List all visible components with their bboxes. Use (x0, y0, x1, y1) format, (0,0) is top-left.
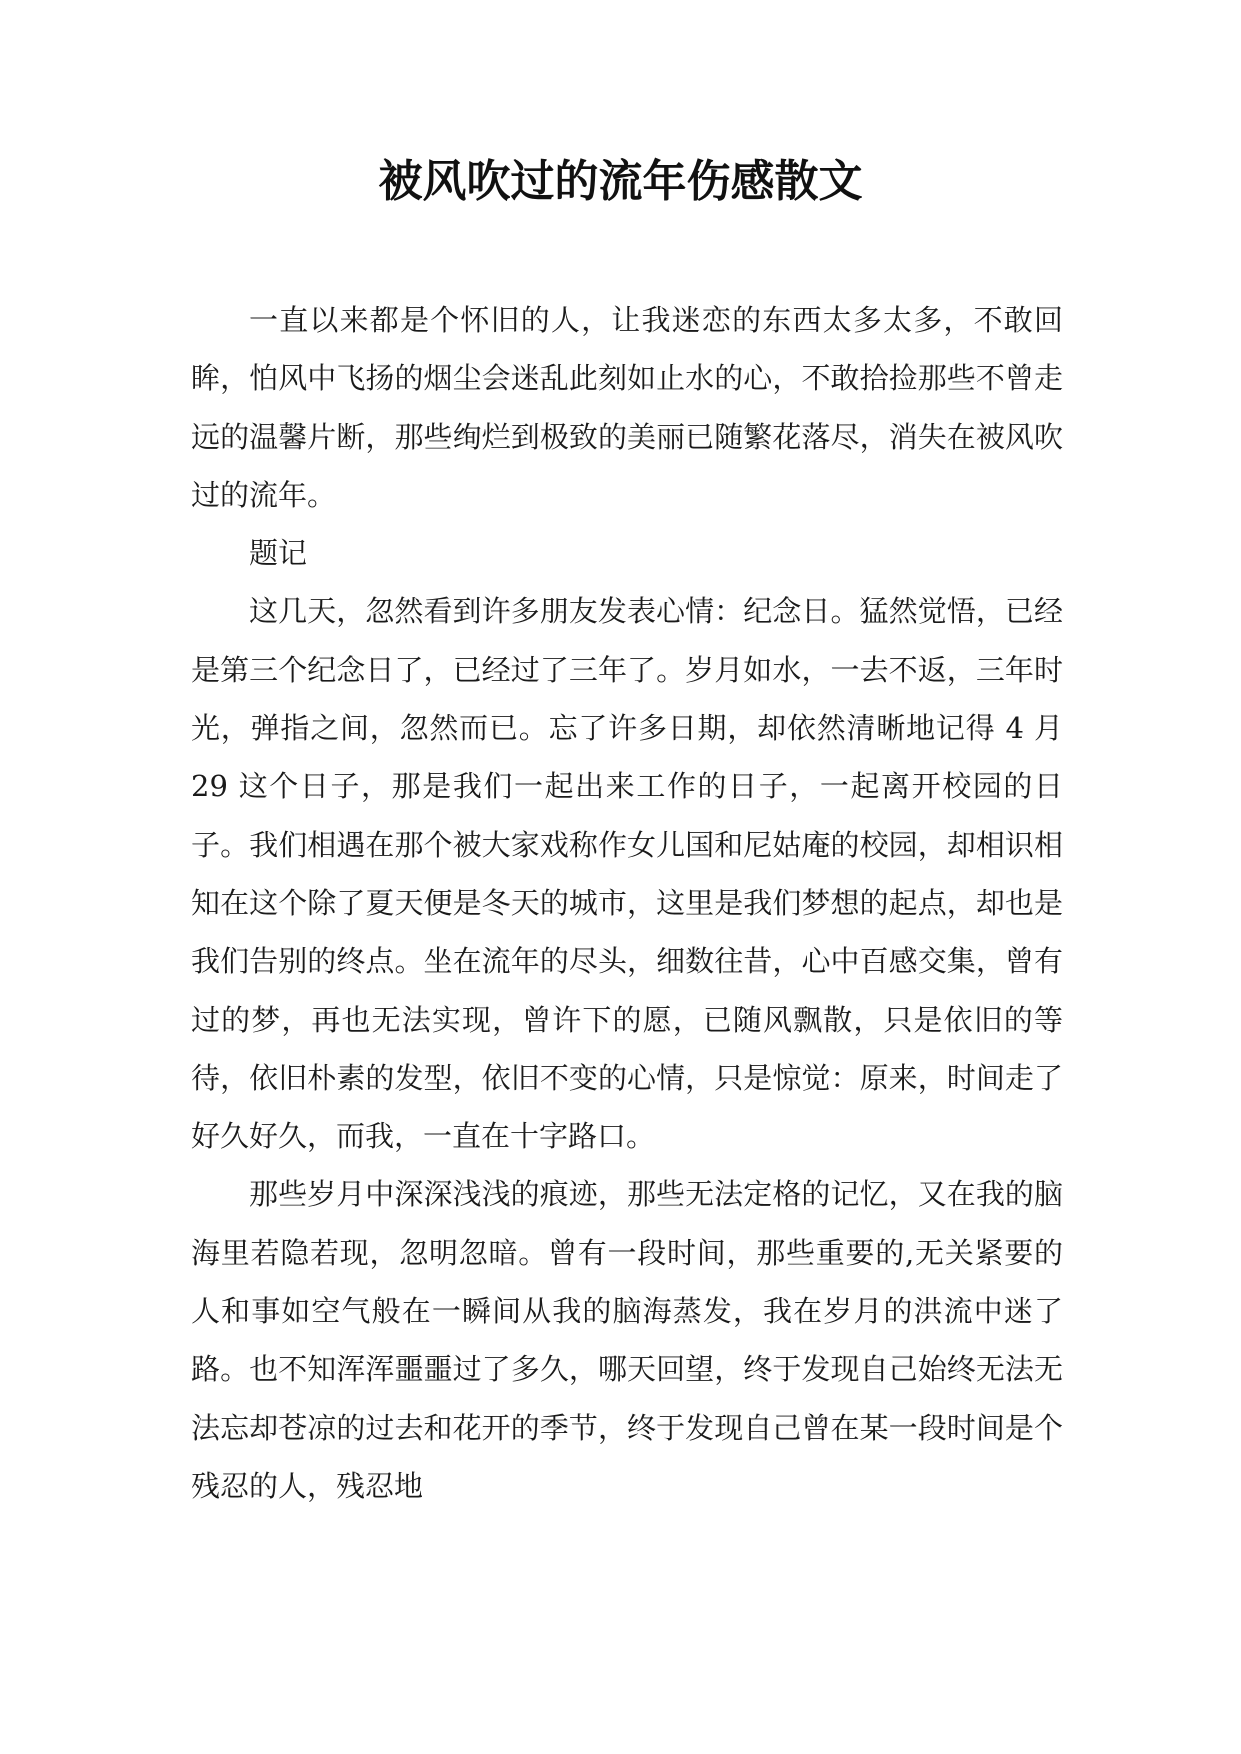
paragraph-intro: 一直以来都是个怀旧的人，让我迷恋的东西太多太多，不敢回眸，怕风中飞扬的烟尘会迷乱此刻如止水的心，不敢拾捡那些不曾走远的温馨片断，那些绚烂到极致的美丽已随繁花落尽，消失在被风吹过的流年。 (191, 303, 1063, 512)
document-title: 被风吹过的流年伤感散文 (378, 156, 863, 207)
paragraph-memories: 那些岁月中深深浅浅的痕迹，那些无法定格的记忆，又在我的脑海里若隐若现，忽明忽暗。曾有一段时间，那些重要的,无关紧要的人和事如空气般在一瞬间从我的脑海蒸发，我在岁月的洪流中迷了路。也不知浑浑噩噩过了多久，哪天回望，终于发现自己始终无法无法忘却苍凉的过去和花开的季节，终于发现自己曾在某一段时间是个残忍的人，残忍地 (191, 1177, 1063, 1503)
paragraph-epigraph-label: 题记 (249, 536, 308, 571)
document-body (191, 291, 1063, 1515)
paragraph-anniversary: 这几天，忽然看到许多朋友发表心情：纪念日。猛然觉悟，已经是第三个纪念日了，已经过了三年了。岁月如水，一去不返，三年时光，弹指之间，忽然而已。忘了许多日期，却依然清晰地记得 4 月 29 这个日子，那是我们一起出来工作的日子，一起离开校园的日子。我们相遇在那个被大家戏称作女儿国和尼姑庵的校园，却相识相知在这个除了夏天便是冬天的城市，这里是我们梦想的起点，却也是我们告别的终点。坐在流年的尽头，细数往昔，心中百感交集，曾有过的梦，再也无法实现，曾许下的愿，已随风飘散，只是依旧的等待，依旧朴素的发型，依旧不变的心情，只是惊觉：原来，时间走了好久好久，而我，一直在十字路口。 (191, 594, 1063, 1154)
